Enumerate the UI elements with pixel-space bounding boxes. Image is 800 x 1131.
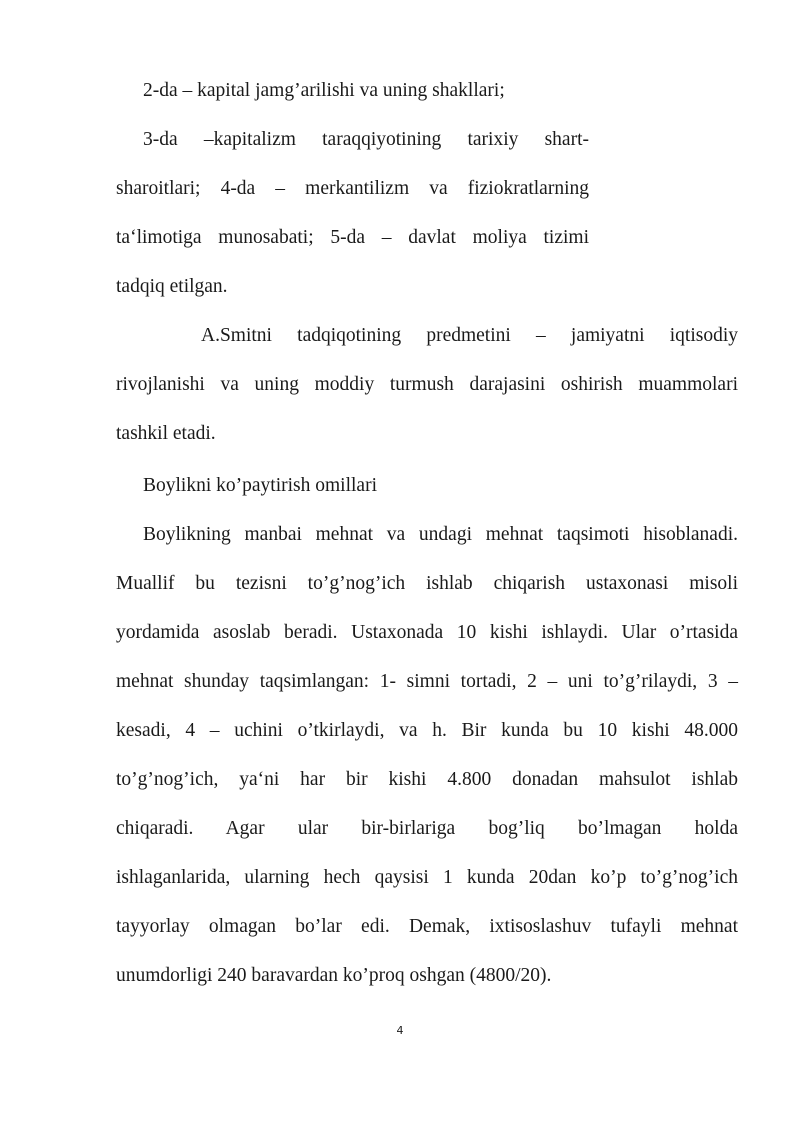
text-line-12: yordamida asoslab beradi. Ustaxonada 10 kishi ishlaydi. Ular o’rtasida [116,622,738,643]
text-line-8: tashkil etadi. [116,423,216,444]
text-line-19: unumdorligi 240 baravardan ko’proq oshgan (4800/20). [116,965,552,986]
text-line-2: 3-da –kapitalizm taraqqiyotining tarixiy shart- [143,129,589,150]
text-line-11: Muallif bu tezisni to’g’nog’ich ishlab chiqarish ustaxonasi misoli [116,573,738,594]
text-line-14: kesadi, 4 – uchini o’tkirlaydi, va h. Bir kunda bu 10 kishi 48.000 [116,720,738,741]
text-line-16: chiqaradi. Agar ular bir-birlariga bog’liq bo’lmagan holda [116,818,738,839]
text-line-13: mehnat shunday taqsimlangan: 1- simni tortadi, 2 – uni to’g’rilaydi, 3 – [116,671,738,692]
text-line-1: 2-da – kapital jamg’arilishi va uning shakllari; [143,80,505,101]
text-line-17: ishlaganlarida, ularning hech qaysisi 1 kunda 20dan ko’p to’g’nog’ich [116,867,738,888]
text-line-7: rivojlanishi va uning moddiy turmush darajasini oshirish muammolari [116,374,738,395]
text-line-3: sharoitlari; 4-da – merkantilizm va fiziokratlarning [116,178,589,199]
page-number: 4 [396,1024,404,1037]
text-line-4: ta‘limotiga munosabati; 5-da – davlat moliya tizimi [116,227,589,248]
text-line-6: A.Smitni tadqiqotining predmetini – jamiyatni iqtisodiy [201,325,738,346]
text-line-18: tayyorlay olmagan bo’lar edi. Demak, ixtisoslashuv tufayli mehnat [116,916,738,937]
text-line-5: tadqiq etilgan. [116,276,228,297]
text-line-10: Boylikning manbai mehnat va undagi mehnat taqsimoti hisoblanadi. [143,524,738,545]
section-heading: Boylikni ko’paytirish omillari [143,475,377,496]
text-line-15: to’g’nog’ich, ya‘ni har bir kishi 4.800 donadan mahsulot ishlab [116,769,738,790]
